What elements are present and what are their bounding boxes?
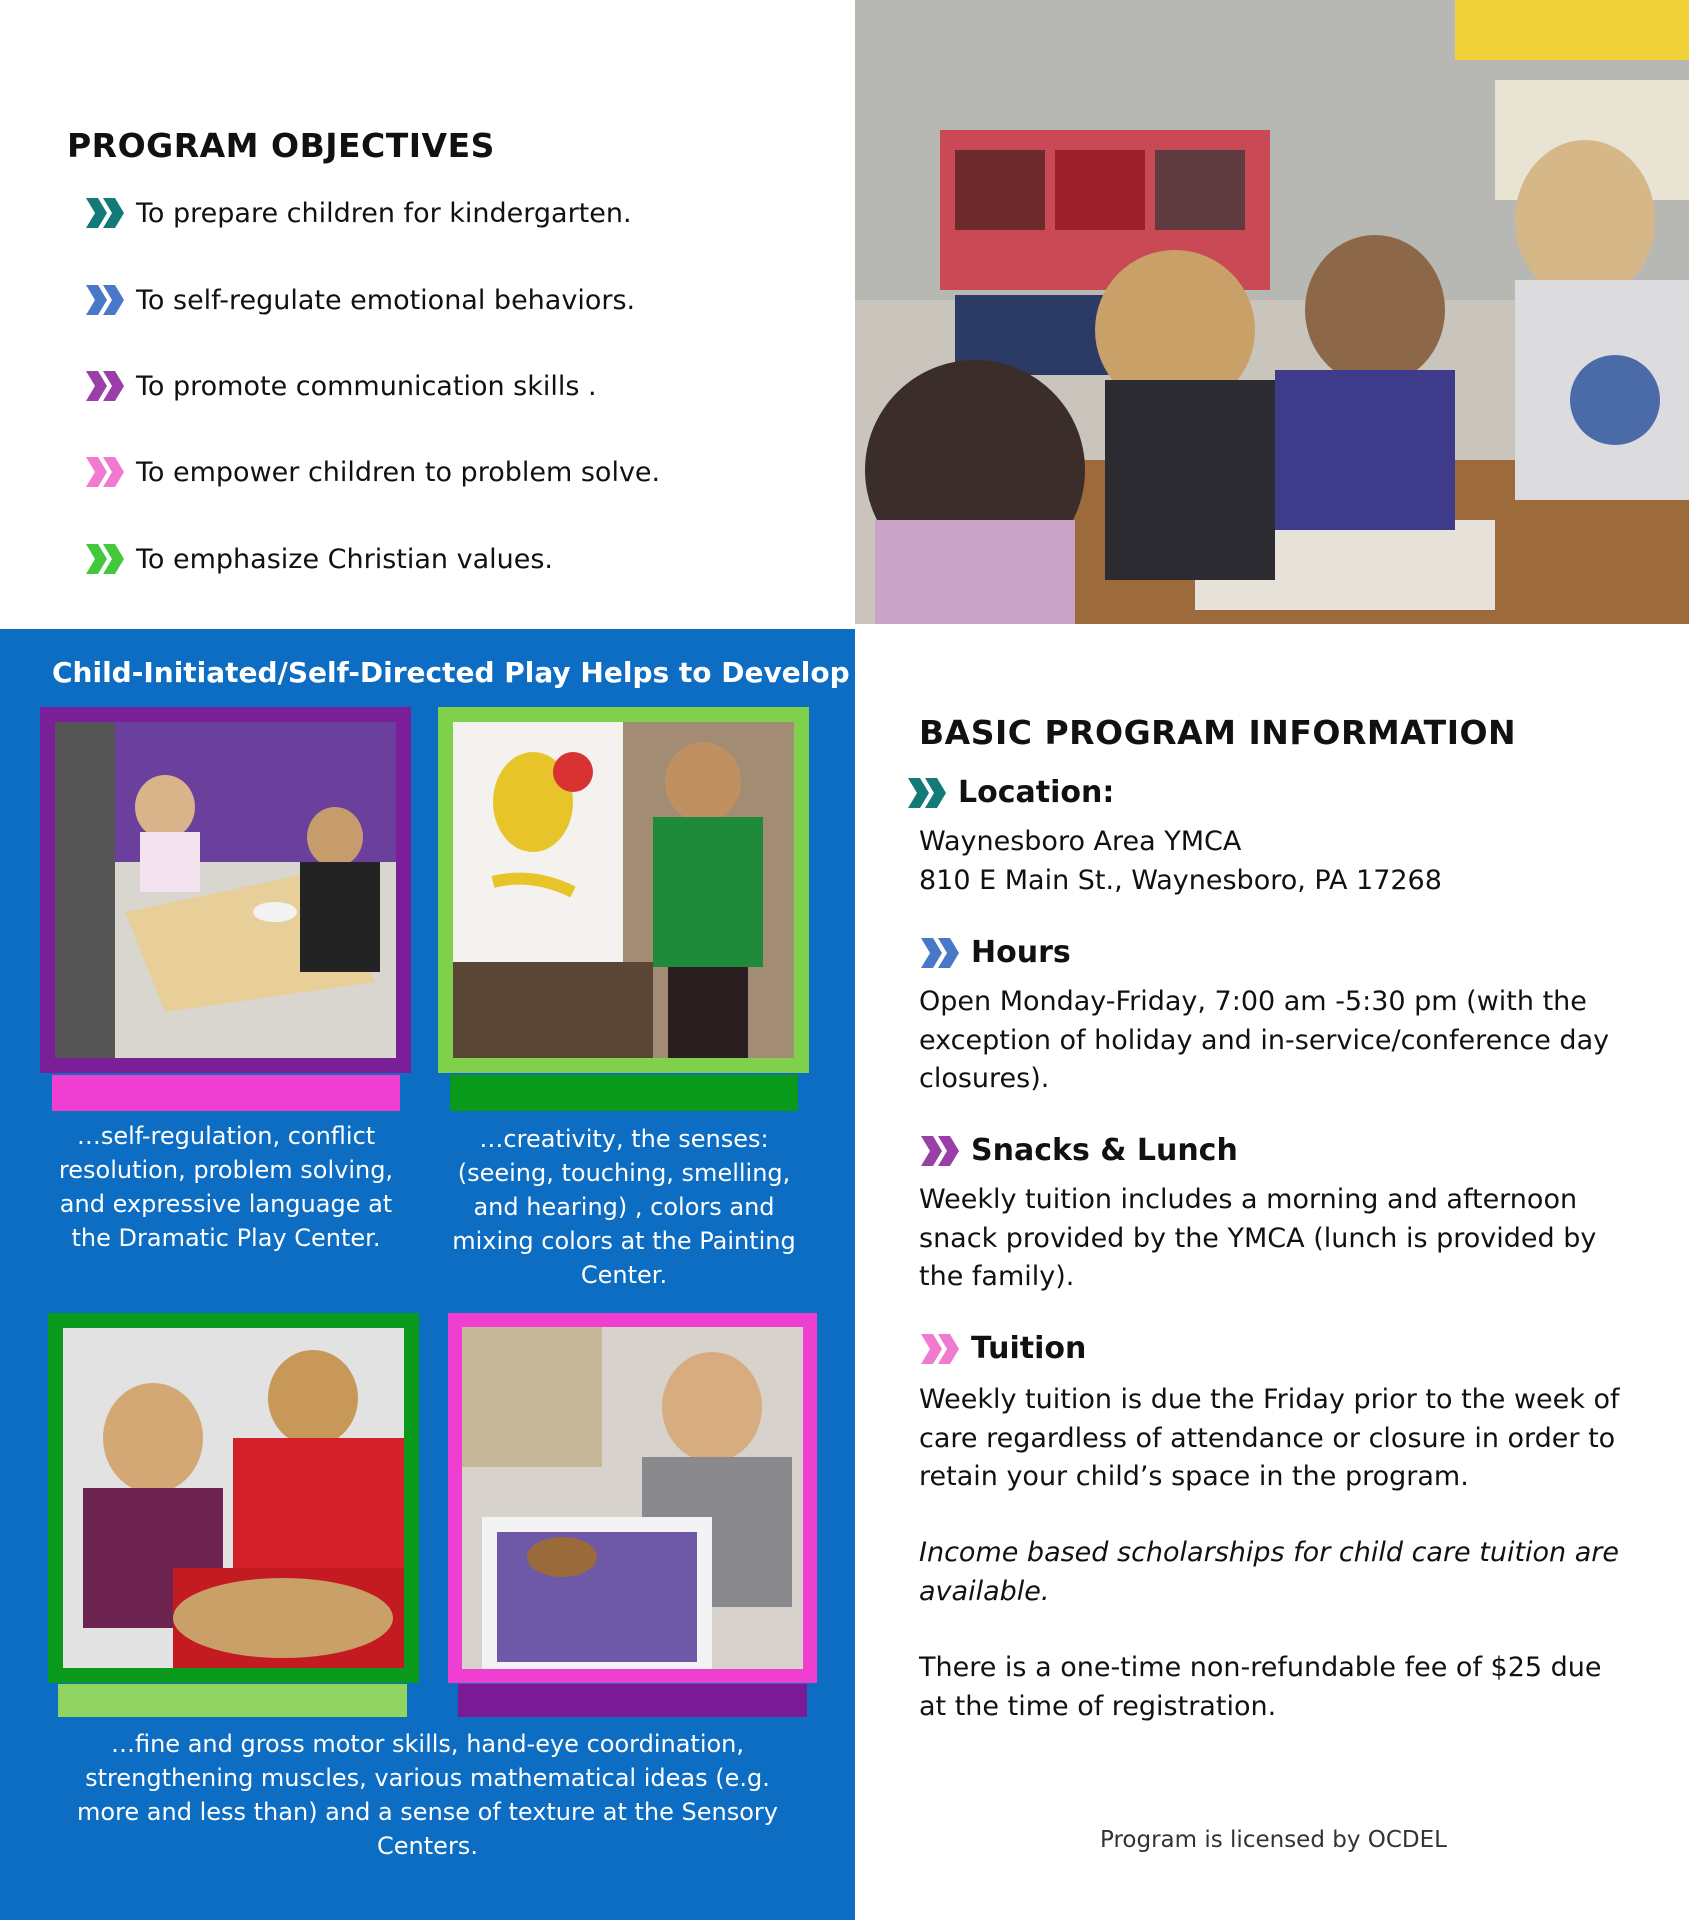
text-line: Waynesboro Area YMCA — [919, 826, 1242, 857]
objective-item — [84, 452, 660, 492]
info-title: BASIC PROGRAM INFORMATION — [919, 713, 1517, 752]
classroom-photo — [855, 0, 1689, 624]
objective-item — [84, 280, 635, 320]
chevron-right-icon — [84, 283, 126, 317]
chevron-right-icon — [919, 1332, 961, 1366]
text-line: Income based scholarships for child care tuition are — [919, 1537, 1620, 1568]
location-text — [919, 823, 1639, 900]
tuition-text — [919, 1381, 1639, 1497]
dramatic-play-caption: …self-regulation, conflict resolution, problem solving, and expressive language at the Dramatic Play Center. — [58, 1122, 394, 1252]
text-line: 810 E Main St., Waynesboro, PA 17268 — [919, 864, 1442, 896]
section-heading-text: Tuition — [971, 1331, 1087, 1366]
objective-text: To empower children to problem solve. — [136, 456, 661, 488]
hours-text — [919, 983, 1639, 1099]
chevron-right-icon — [84, 196, 126, 230]
objective-item — [84, 539, 553, 579]
objective-text: To self-regulate emotional behaviors. — [136, 284, 636, 316]
license-note: Program is licensed by OCDEL — [1100, 1827, 1447, 1853]
chevron-right-icon — [906, 776, 948, 810]
chevron-right-icon — [84, 369, 126, 403]
text-line: Weekly tuition includes a morning and afternoon — [919, 1184, 1578, 1215]
text-line: snack provided by the YMCA (lunch is provided by — [919, 1222, 1597, 1254]
section-heading-text: Location: — [958, 775, 1115, 810]
sensory-caption: …fine and gross motor skills, hand-eye coordination, strengthening muscles, various mathematical ideas (e.g. more and less than) and a sense of texture at the Sensory Centers. — [77, 1730, 778, 1860]
section-heading-text: Hours — [971, 935, 1071, 970]
accent-bar — [450, 1075, 798, 1111]
text-line: the family). — [919, 1261, 1075, 1292]
text-line: There is a one-time non-refundable fee of $25 due — [919, 1652, 1602, 1683]
dramatic-play-photo — [40, 707, 411, 1073]
chevron-right-icon — [84, 455, 126, 489]
objective-item — [84, 366, 597, 406]
text-line: at the time of registration. — [919, 1690, 1277, 1722]
accent-bar — [458, 1684, 807, 1717]
objective-item — [84, 193, 632, 233]
play-heading: Child-Initiated/Self-Directed Play Helps to Develop … — [52, 656, 888, 689]
text-line: care regardless of attendance or closure in order to — [919, 1422, 1616, 1454]
sensory-rice-photo — [448, 1313, 817, 1683]
accent-bar — [58, 1684, 407, 1717]
sensory-sand-photo — [48, 1313, 419, 1683]
accent-bar — [52, 1075, 400, 1111]
fee-note — [919, 1649, 1639, 1726]
chevron-right-icon — [919, 936, 961, 970]
section-heading-text: Snacks & Lunch — [971, 1133, 1238, 1168]
text-line: Open Monday-Friday, 7:00 am -5:30 pm (with the — [919, 986, 1587, 1017]
objective-text: To emphasize Christian values. — [136, 543, 554, 575]
objective-text: To promote communication skills . — [136, 370, 597, 402]
chevron-right-icon — [919, 1134, 961, 1168]
text-line: available. — [919, 1575, 1050, 1607]
snacks-heading — [919, 1133, 1238, 1168]
text-line: exception of holiday and in-service/conference day — [919, 1024, 1610, 1056]
chevron-right-icon — [84, 542, 126, 576]
objectives-title: PROGRAM OBJECTIVES — [67, 126, 495, 165]
tuition-heading — [919, 1331, 1086, 1366]
text-line: retain your child’s space in the program. — [919, 1461, 1469, 1492]
hours-heading — [919, 935, 1071, 970]
text-line: Weekly tuition is due the Friday prior to the week of — [919, 1384, 1620, 1415]
painting-photo — [438, 707, 809, 1073]
painting-caption: …creativity, the senses: (seeing, touching, smelling, and hearing) , colors and mixing colors at the Painting Center. — [452, 1125, 796, 1289]
snacks-text — [919, 1181, 1639, 1297]
location-heading — [906, 775, 1114, 810]
scholarship-note — [919, 1534, 1639, 1611]
text-line: closures). — [919, 1063, 1050, 1094]
objective-text: To prepare children for kindergarten. — [136, 197, 632, 229]
